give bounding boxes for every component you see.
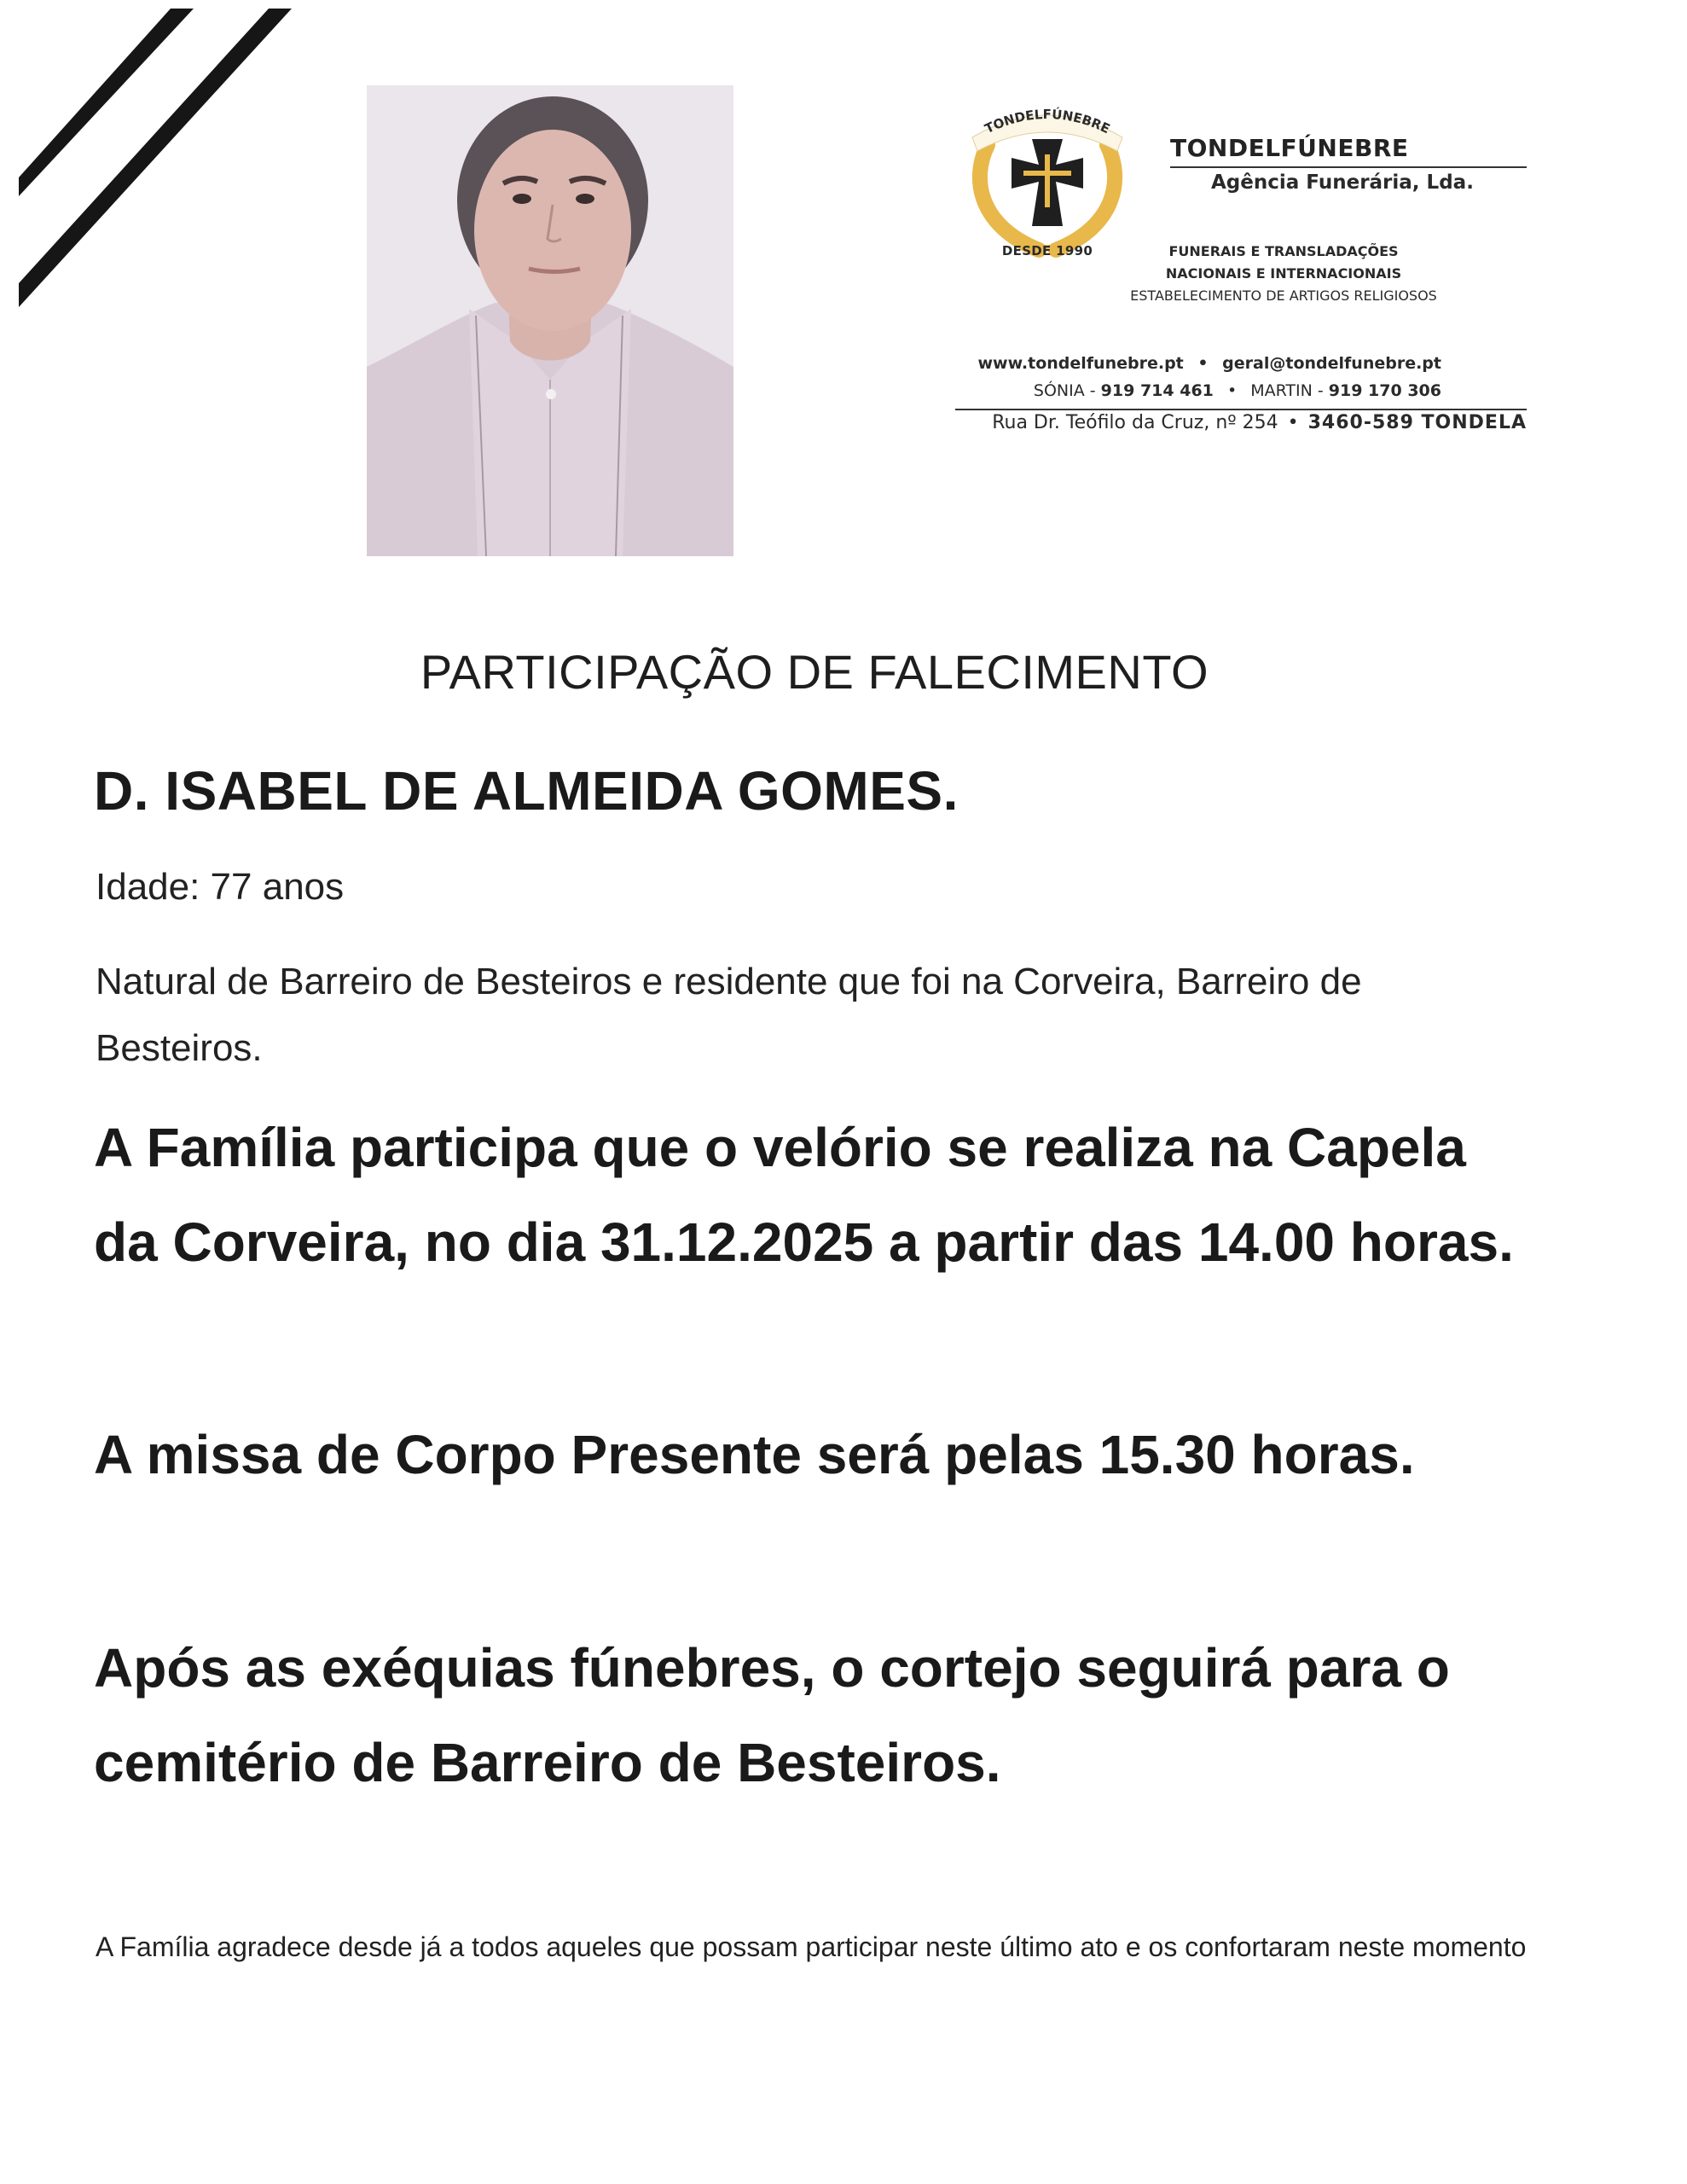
deceased-age: Idade: 77 anos (96, 866, 345, 908)
agency-name: TONDELFÚNEBRE (1170, 134, 1409, 162)
agency-since: DESDE 1990 (1001, 243, 1093, 258)
maltese-cross-wreath-icon (962, 98, 1133, 260)
mourning-stripes-icon (0, 0, 341, 324)
deceased-name: D. ISABEL DE ALMEIDA GOMES. (94, 760, 959, 822)
separator: • (1226, 381, 1238, 400)
contact-phone[interactable]: 919 714 461 (1100, 381, 1214, 400)
svg-text:TONDELFÚNEBRE: TONDELFÚNEBRE (982, 106, 1113, 137)
wake-info: A Família participa que o velório se realiza na Capela da Corveira, no dia 31.12.2025 a partir das 14.00 horas. (94, 1117, 1514, 1273)
service-line: FUNERAIS E TRANSLADAÇÕES (1168, 243, 1399, 259)
email-link[interactable]: geral@tondelfunebre.pt (1222, 354, 1441, 373)
family-thanks: A Família agradece desde já a todos aqueles que possam participar neste último ato e os confortaram neste momento (96, 1931, 1527, 1962)
contact-name: MARTIN (1250, 381, 1313, 400)
separator: • (1287, 412, 1299, 433)
address-street: Rua Dr. Teófilo da Cruz, nº 254 (992, 412, 1278, 433)
contact-phone[interactable]: 919 170 306 (1328, 381, 1441, 400)
notice-title: PARTICIPAÇÃO DE FALECIMENTO (420, 645, 1209, 699)
divider (1170, 166, 1527, 168)
agency-address (992, 412, 1527, 433)
agency-subtitle: Agência Funerária, Lda. (1211, 171, 1474, 194)
separator: • (1197, 354, 1209, 373)
cortege-info: Após as exéquias fúnebres, o cortejo seguirá para o cemitério de Barreiro de Besteiros. (94, 1637, 1450, 1793)
contact-name: SÓNIA (1033, 381, 1085, 400)
agency-header: TONDELFÚNEBRE DESDE 1990 TONDELFÚNEBRE Agência Funerária, Lda. FUNERAIS E TRANSLADAÇÕES NACIONAIS E INTERNACIONAIS ESTABELECIMENTO DE ARTIGOS RELIGIOSOS www.tondelfunebre.pt • geral@tondelfunebre.pt SÓNIA - 919 714 461 • MARTIN - 919 170 306 Rua Dr. Teófilo da Cruz, nº 254 • 3460-589 TONDELA (938, 81, 1535, 456)
mass-info: A missa de Corpo Presente será pelas 15.30 horas. (94, 1424, 1415, 1485)
service-line: ESTABELECIMENTO DE ARTIGOS RELIGIOSOS (1130, 288, 1437, 304)
address-postal: 3460-589 TONDELA (1307, 412, 1527, 433)
divider (955, 409, 1527, 410)
website-link[interactable]: www.tondelfunebre.pt (977, 354, 1184, 373)
deceased-origin: Natural de Barreiro de Besteiros e residente que foi na Corveira, Barreiro de Besteiros. (96, 961, 1362, 1069)
service-line: NACIONAIS E INTERNACIONAIS (1165, 265, 1402, 282)
deceased-portrait (367, 85, 733, 556)
agency-services (1109, 241, 1458, 307)
